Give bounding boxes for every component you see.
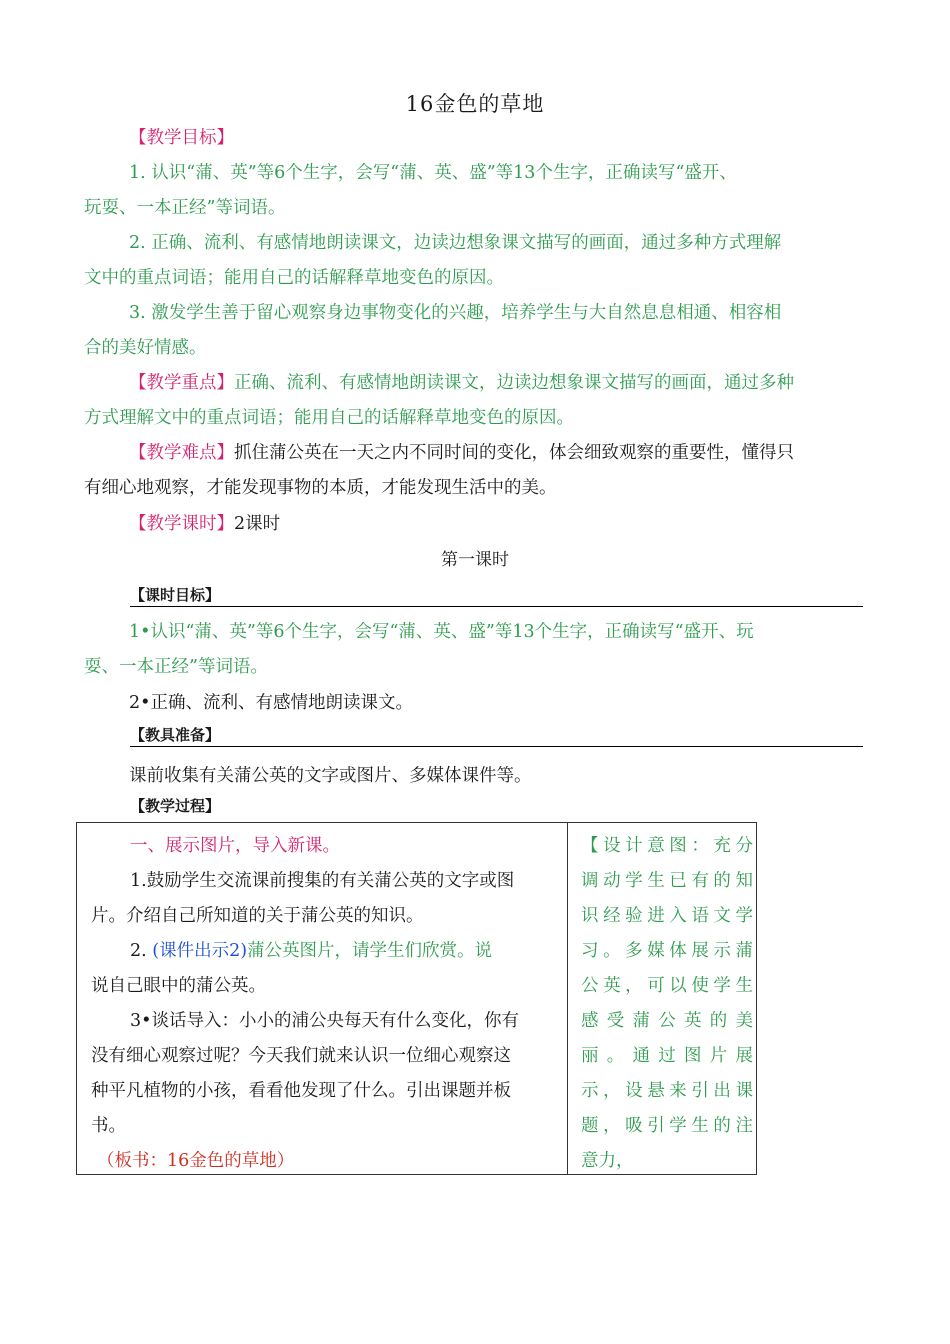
lesson-objective-2: 2•正确、流利、有感情地朗读课文。 <box>129 693 413 713</box>
design-intent-line-3: 识经验进入语文学 <box>581 906 753 926</box>
objective-3-line-2: 合的美好情感。 <box>84 338 207 358</box>
key-points-text-1: 正确、流利、有感情地朗读课文，边读边想象课文描写的画面，通过多种 <box>234 373 794 393</box>
process-p1-line-2: 片。介绍自己所知道的关于蒲公英的知识。 <box>91 906 424 926</box>
objectives-heading-label: 【教学目标】 <box>129 128 234 148</box>
key-points-line-1 <box>84 366 909 401</box>
section-title: 第一课时 <box>441 550 509 570</box>
difficulties-line-2: 有细心地观察，才能发现事物的本质，才能发现生活中的美。 <box>84 478 557 498</box>
hours-heading: 【教学课时】 <box>129 514 234 534</box>
materials-heading: 【教具准备】 <box>130 724 863 747</box>
key-points-line-2: 方式理解文中的重点词语；能用自己的话解释草地变色的原因。 <box>84 408 574 428</box>
hours-value: 2课时 <box>234 514 281 534</box>
process-p3-line-4: 书。 <box>91 1116 126 1136</box>
process-p2-rest: 蒲公英图片，请学生们欣赏。说 <box>247 941 493 961</box>
process-p2-line-2: 说自己眼中的蒲公英。 <box>91 976 266 996</box>
materials-text: 课前收集有关蒲公英的文字或图片、多媒体课件等。 <box>129 766 532 786</box>
design-intent-line-4: 习。多媒体展示蒲 <box>581 941 753 961</box>
process-step-title: 一、展示图片，导入新课。 <box>130 836 340 856</box>
design-intent-line-1: 【设计意图：充分 <box>581 836 753 856</box>
objective-3-line-1: 3. 激发学生善于留心观察身边事物变化的兴趣，培养学生与大自然息息相通、相容相 <box>129 303 782 323</box>
difficulties-heading: 【教学难点】 <box>129 443 234 463</box>
process-heading: 【教学过程】 <box>130 797 221 815</box>
process-p3-line-1: 3•谈话导入：小小的浦公央每天有什么变化，你有 <box>130 1011 519 1031</box>
design-intent-line-5: 公英，可以使学生 <box>581 976 753 996</box>
design-intent-line-8: 示，设悬来引出课 <box>581 1081 753 1101</box>
process-p2-number: 2. <box>130 941 153 961</box>
objective-1-line-2: 玩耍、一本正经”等词语。 <box>84 198 286 218</box>
hours-line <box>84 507 909 542</box>
design-intent-line-10: 意力， <box>581 1151 634 1171</box>
objective-1-line-1: 1. 认识“蒲、英”等6个生字，会写“蒲、英、盛”等13个生字，正确读写“盛开、 <box>129 163 737 183</box>
process-p2-line-1 <box>91 934 600 969</box>
design-intent-line-7: 丽。通过图片展 <box>581 1046 753 1066</box>
process-p2-courseware: (课件出示2) <box>152 941 248 961</box>
lesson-objective-1-line-1: 1•认识“蒲、英”等6个生字，会写“蒲、英、盛”等13个生字，正确读写“盛开、玩 <box>129 622 754 642</box>
process-p1-line-1: 1.鼓励学生交流课前搜集的有关蒲公英的文字或图 <box>130 871 515 891</box>
process-p3-line-2: 没有细心观察过呢？今天我们就来认识一位细心观察这 <box>91 1046 511 1066</box>
objectives-heading <box>84 121 909 156</box>
design-intent-line-2: 调动学生已有的知 <box>581 871 753 891</box>
design-intent-line-6: 感受蒲公英的美 <box>581 1011 753 1031</box>
page-title: 16金色的草地 <box>405 92 545 116</box>
lesson-objective-1-line-2: 耍、一本正经”等词语。 <box>84 657 268 677</box>
objective-2-line-2: 文中的重点词语；能用自己的话解释草地变色的原因。 <box>84 268 504 288</box>
difficulties-line-1 <box>84 436 909 471</box>
lesson-objectives-heading: 【课时目标】 <box>130 584 863 607</box>
process-table <box>76 822 757 1175</box>
difficulties-text-1: 抓住蒲公英在一天之内不同时间的变化，体会细致观察的重要性，懂得只 <box>234 443 794 463</box>
design-intent-line-9: 题，吸引学生的注 <box>581 1116 753 1136</box>
process-board-note: （板书：16金色的草地） <box>97 1151 295 1171</box>
objective-2-line-1: 2. 正确、流利、有感情地朗读课文，边读边想象课文描写的画面，通过多种方式理解 <box>129 233 782 253</box>
key-points-heading: 【教学重点】 <box>129 373 234 393</box>
process-p3-line-3: 种平凡植物的小孩，看看他发现了什么。引出课题并板 <box>91 1081 511 1101</box>
